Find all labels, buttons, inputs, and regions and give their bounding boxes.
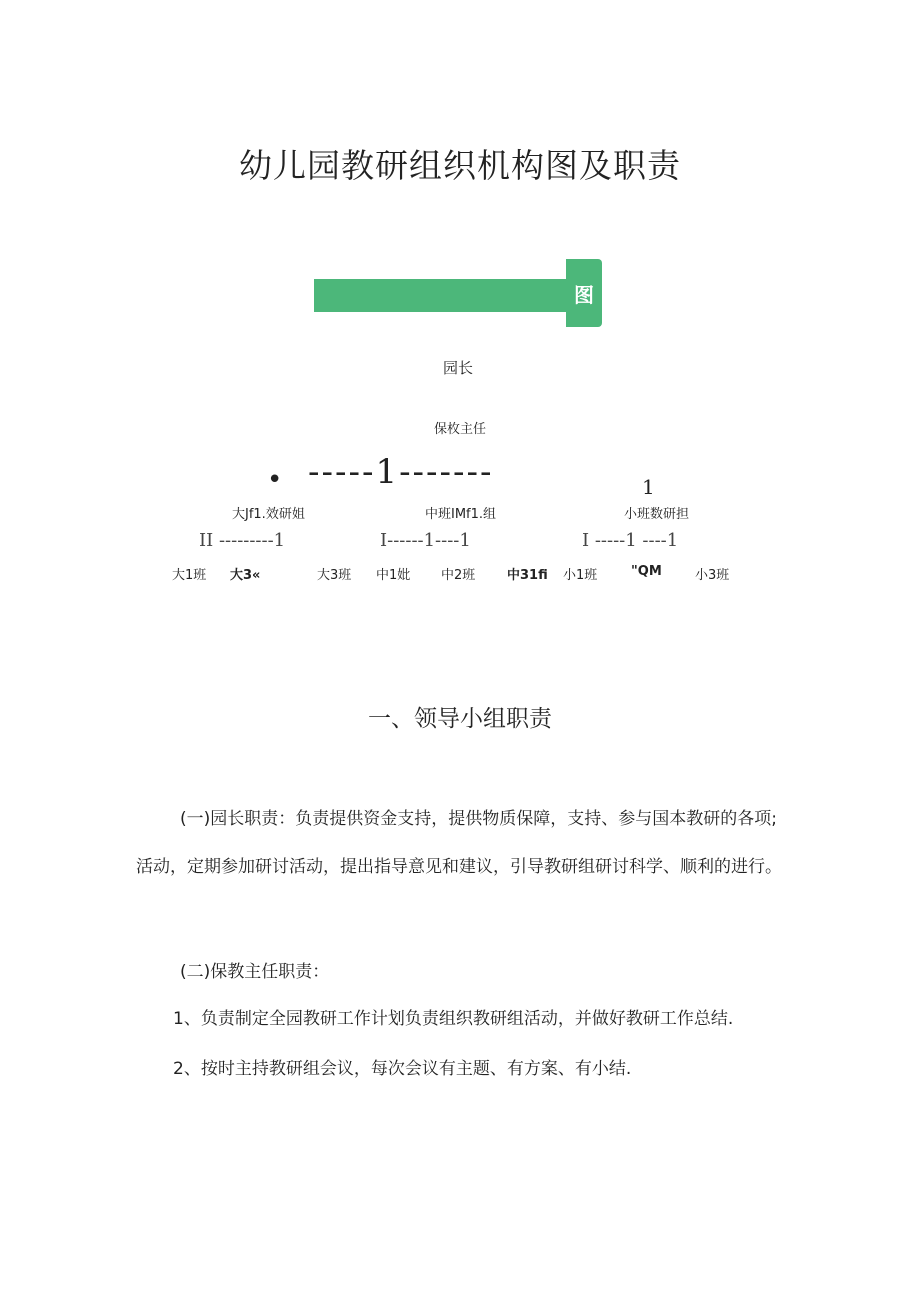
class-item: 小1班: [563, 568, 598, 583]
group-line-big: II ---------1: [199, 530, 286, 551]
paragraph-line: 活动，定期参加研讨活动，提出指导意见和建议，引导教研组研讨科学、顺利的进行。: [136, 857, 782, 877]
org-director: 保枚主任: [434, 422, 487, 437]
section-heading: 一、领导小组职责: [368, 706, 552, 732]
org-principal: 园长: [443, 359, 474, 377]
group-label-big: 大Jf1.效研姐: [232, 507, 305, 522]
page-title: 幼儿园教研组织机构图及职责: [239, 146, 681, 185]
banner-bar: [314, 279, 566, 312]
group-line-middle: I------1----1: [380, 530, 471, 551]
class-item: "QM: [631, 564, 662, 579]
org-top-line: -----1-------: [308, 452, 494, 492]
group-label-small: 小班数研担: [624, 507, 690, 522]
paragraph-line: (一)园长职责：负责提供资金支持，提供物质保障，支持、参与国本教研的各项;: [180, 809, 777, 829]
subheading: (二)保教主任职责：: [180, 962, 330, 982]
class-item: 大1班: [172, 568, 207, 583]
class-item: 大3«: [230, 568, 261, 583]
list-item: 1、负责制定全园教研工作计划负责组织教研组活动，并做好教研工作总结.: [173, 1009, 734, 1029]
class-item: 中31fi: [507, 568, 548, 583]
group-label-middle: 中班IMf1.组: [425, 507, 497, 522]
class-item: 小3班: [695, 568, 730, 583]
class-item: 大3班: [317, 568, 352, 583]
class-item: 中2班: [441, 568, 476, 583]
org-top-line-end: 1: [642, 475, 655, 499]
banner-tab: 图: [566, 259, 602, 327]
org-dot: •: [267, 465, 283, 495]
class-item: 中1妣: [376, 568, 411, 583]
group-line-small: I -----1 ----1: [582, 530, 679, 551]
list-item: 2、按时主持教研组会议，每次会议有主题、有方案、有小结.: [173, 1059, 632, 1079]
